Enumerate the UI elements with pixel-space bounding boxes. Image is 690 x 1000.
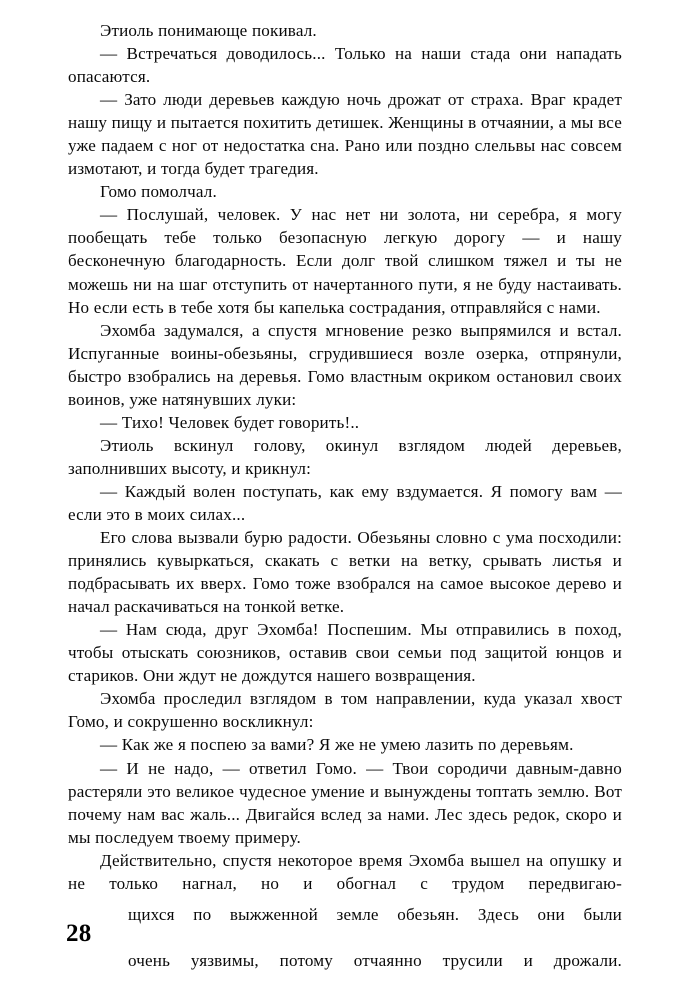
paragraph: — Как же я поспею за вами? Я же не умею лазить по деревьям. — [100, 735, 574, 755]
paragraph: Его слова вызвали бурю радости. Обезьяны словно с ума посходили: принялись кувыркаться, скакать с ветки на ветку, срывать листья и подбрасывать их вверх. Гомо тоже взобрался на самое высокое дерево и начал раскачиваться на тонкой ветке. — [68, 528, 622, 617]
paragraph: — Зато люди деревьев каждую ночь дрожат от страха. Враг крадет нашу пищу и пытается похитить детишек. Женщины в отчаянии, а мы все уже падаем с ног от недостатка сна. Рано или поздно слельвы нас совсем измотают, и тогда будет трагедия. — [68, 90, 622, 179]
paragraph: — Каждый волен поступать, как ему вздумается. Я помогу вам — если это в моих силах... — [68, 481, 622, 524]
paragraph: Эхомба задумался, а спустя мгновение резко выпрямился и встал. Испуганные воины-обезьяны, сгрудившиеся возле озерка, отпрянули, быстро взобрались на деревья. Гомо властным окриком остановил своих воинов, уже натянувших луки: — [68, 320, 622, 409]
paragraph: Этиоль вскинул голову, окинул взглядом людей деревьев, заполнивших высоту, и крикнул: — [68, 435, 622, 478]
paragraph: Гомо помолчал. — [100, 182, 217, 202]
paragraph: Этиоль понимающе покивал. — [100, 21, 317, 40]
page-text-tail — [128, 903, 622, 995]
paragraph: Действительно, спустя некоторое время Эхомба вышел на опушку и не только нагнал, но и обогнал с трудом передвигаю- — [68, 850, 622, 893]
page-number: 28 — [66, 920, 92, 947]
tail-line: очень уязвимы, потому отчаянно трусили и дрожали. — [128, 951, 622, 971]
paragraph: — Послушай, человек. У нас нет ни золота, ни серебра, я могу пообещать тебе только безопасную легкую дорогу — и нашу бесконечную благодарность. Если долг твой слишком тяжел и ты не можешь ни на шаг отступить от начертанного пути, я не буду настаивать. Но если есть в тебе хотя бы капелька сострадания, отправляйся с нами. — [68, 205, 622, 317]
paragraph: — Встречаться доводилось... Только на наши стада они нападать опасаются. — [68, 44, 622, 87]
paragraph: Эхомба проследил взглядом в том направлении, куда указал хвост Гомо, и сокрушенно воскликнул: — [68, 689, 622, 732]
page-text-column — [68, 19, 622, 918]
paragraph: — Тихо! Человек будет говорить!.. — [100, 412, 360, 432]
tail-line: щихся по выжженной земле обезьян. Здесь они были — [128, 905, 622, 924]
paragraph: — И не надо, — ответил Гомо. — Твои сородичи давным-давно растеряли это великое чудесное умение и вынуждены топтать землю. Вот почему нам вас жаль... Двигайся вслед за нами. Лес здесь редок, скоро и мы последуем твоему примеру. — [68, 758, 622, 847]
paragraph: — Нам сюда, друг Эхомба! Поспешим. Мы отправились в поход, чтобы отыскать союзников, оставив свои семьи под защитой юнцов и стариков. Они ждут не дождутся нашего возвращения. — [68, 620, 622, 686]
